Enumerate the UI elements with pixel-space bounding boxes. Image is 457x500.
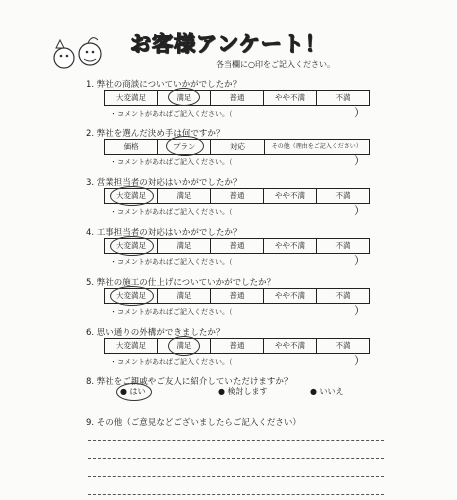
- question-9-label: 9. その他（ご意見などございましたらご記入ください）: [86, 418, 301, 428]
- handwritten-circle-mark: [110, 236, 154, 256]
- handwritten-circle-mark: [110, 186, 154, 206]
- option-cell[interactable]: 満足: [158, 91, 211, 105]
- question-3-label: 3. 営業担当者の対応はいかがでしたか？: [86, 178, 242, 188]
- option-cell[interactable]: やや不満: [264, 91, 317, 105]
- option-cell[interactable]: 不満: [335, 291, 351, 300]
- comment-paren-close: ）: [354, 204, 365, 217]
- question-1-label: 1. 弊社の商談についていかがでしたか？: [86, 80, 242, 90]
- option-cell[interactable]: 満足: [158, 289, 211, 303]
- question-2-options: [104, 139, 370, 155]
- question-6-options: [104, 338, 370, 354]
- option-cell[interactable]: 満足: [158, 189, 211, 203]
- question-4-label: 4. 工事担当者の対応はいかがでしたか？: [86, 228, 242, 238]
- handwritten-circle-mark: [168, 336, 200, 356]
- option-cell[interactable]: やや不満: [264, 289, 317, 303]
- comment-paren-close: ）: [354, 304, 365, 317]
- comment-label: ・コメントがあればご記入ください。（: [110, 258, 233, 266]
- radio-dot-icon: ●: [120, 387, 127, 396]
- option-label: はい: [129, 387, 146, 396]
- answer-line[interactable]: [88, 476, 384, 477]
- comment-label: ・コメントがあればご記入ください。（: [110, 208, 233, 216]
- comment-paren-close: ）: [354, 154, 365, 167]
- option-cell[interactable]: プラン: [158, 140, 211, 154]
- comment-paren-close: ）: [354, 106, 365, 119]
- comment-label: ・コメントがあればご記入ください。（: [110, 110, 233, 118]
- answer-line[interactable]: [88, 440, 384, 441]
- option-cell[interactable]: やや不満: [264, 239, 317, 253]
- comment-label: ・コメントがあればご記入ください。（: [110, 358, 233, 366]
- answer-line[interactable]: [88, 458, 384, 459]
- option-cell[interactable]: やや不満: [264, 339, 317, 353]
- option-cell[interactable]: 不満: [335, 341, 351, 350]
- question-5-label: 5. 弊社の施工の仕上げについていかがでしたか？: [86, 278, 276, 288]
- question-8-label: 8. 弊社をご親戚やご友人に紹介していただけますか？: [86, 377, 293, 387]
- option-cell[interactable]: 不満: [335, 191, 351, 200]
- option-label: 検討します: [227, 387, 268, 396]
- option-cell[interactable]: 不満: [335, 241, 351, 250]
- option-consider[interactable]: [218, 386, 268, 397]
- option-cell[interactable]: やや不満: [264, 189, 317, 203]
- option-cell[interactable]: 普通: [211, 289, 264, 303]
- option-cell[interactable]: 大変満足: [105, 239, 158, 253]
- option-no[interactable]: [310, 386, 344, 397]
- option-cell[interactable]: 価格: [105, 140, 158, 154]
- handwritten-circle-mark: [110, 286, 154, 306]
- option-cell[interactable]: 対応: [211, 140, 264, 154]
- option-cell[interactable]: 普通: [211, 189, 264, 203]
- option-cell[interactable]: その他（理由をご記入ください）: [271, 143, 362, 150]
- instruction-text: 各当欄に○印をご記入ください。: [216, 60, 335, 69]
- option-label: いいえ: [319, 387, 344, 396]
- option-cell[interactable]: 大変満足: [105, 339, 158, 353]
- comment-label: ・コメントがあればご記入ください。（: [110, 308, 233, 316]
- option-cell[interactable]: 普通: [211, 339, 264, 353]
- handwritten-circle-mark: [166, 136, 204, 156]
- radio-dot-icon: ●: [218, 387, 225, 396]
- question-1-options: [104, 90, 370, 106]
- handwritten-circle-mark: [168, 88, 200, 106]
- question-2-label: 2. 弊社を選んだ決め手は何ですか？: [86, 129, 225, 139]
- option-cell[interactable]: 普通: [211, 239, 264, 253]
- answer-line[interactable]: [88, 494, 384, 495]
- comment-paren-close: ）: [354, 354, 365, 367]
- option-cell[interactable]: 大変満足: [105, 91, 158, 105]
- option-cell[interactable]: 不満: [335, 93, 351, 102]
- radio-dot-icon: ●: [310, 387, 317, 396]
- survey-title: お客様アンケート！: [130, 32, 327, 56]
- option-cell[interactable]: 満足: [158, 339, 211, 353]
- option-cell[interactable]: 大変満足: [105, 189, 158, 203]
- option-cell[interactable]: 満足: [158, 239, 211, 253]
- comment-paren-close: ）: [354, 254, 365, 267]
- option-cell[interactable]: 大変満足: [105, 289, 158, 303]
- handwritten-circle-mark: [116, 383, 152, 401]
- option-cell[interactable]: 普通: [211, 91, 264, 105]
- comment-label: ・コメントがあればご記入ください。（: [110, 158, 233, 166]
- mascot-illustration: [44, 34, 114, 74]
- question-6-label: 6. 思い通りの外構ができましたか？: [86, 328, 225, 338]
